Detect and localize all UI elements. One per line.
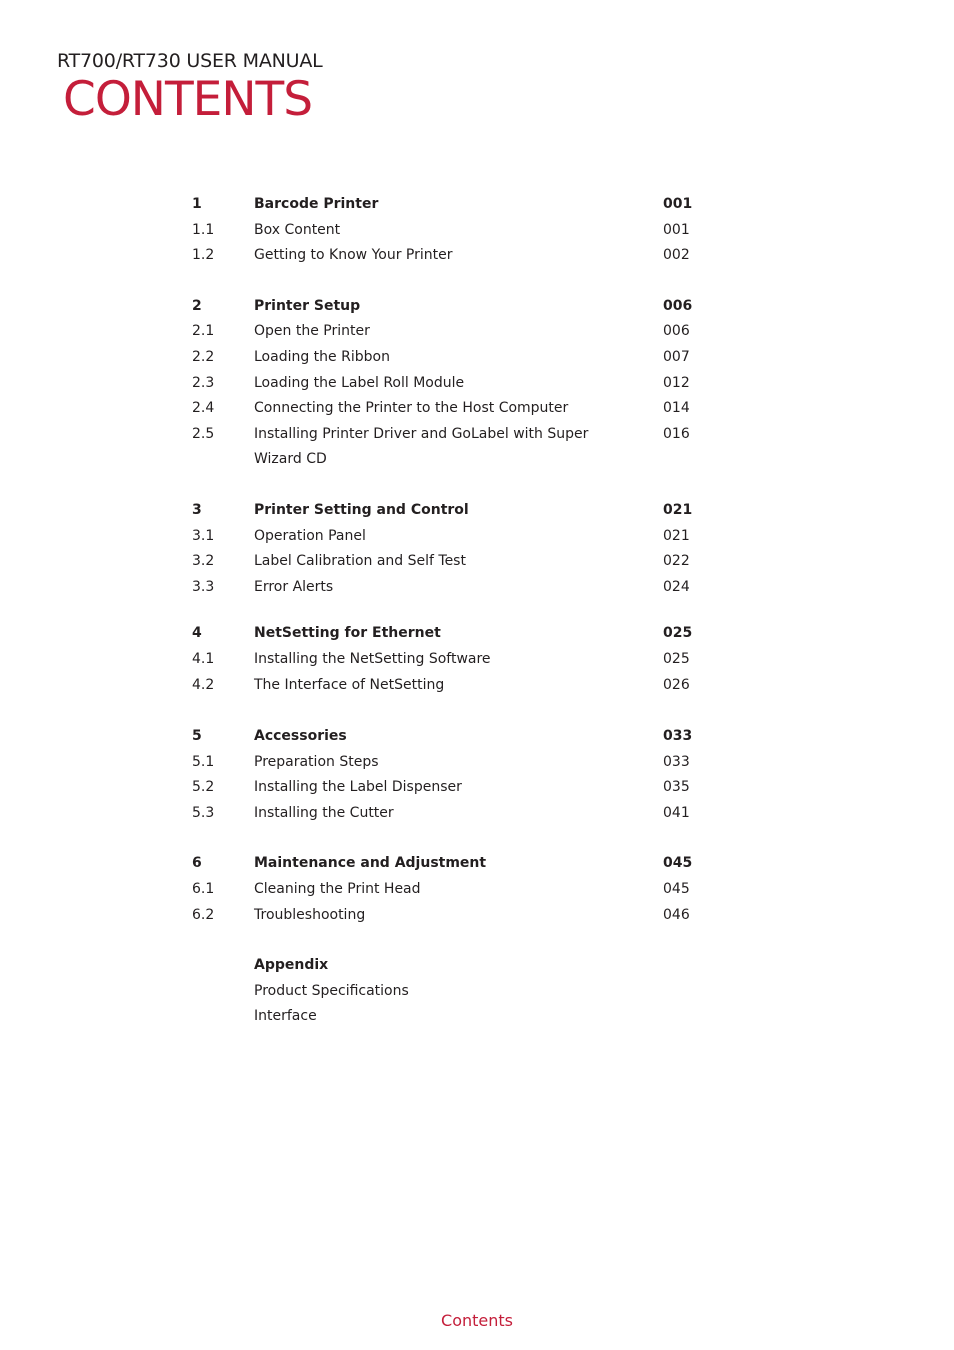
toc-entry-row[interactable] [192, 319, 702, 345]
chapter-title: Accessories [254, 728, 347, 745]
entry-number: 1.2 [192, 247, 215, 264]
chapter-number: 2 [192, 297, 202, 314]
chapter-title: Barcode Printer [254, 196, 379, 212]
entry-title: Installing Printer Driver and GoLabel with Super Wizard CD [254, 425, 589, 468]
entry-number: 4.1 [192, 650, 215, 667]
entry-page: 026 [663, 676, 690, 693]
chapter-number: 4 [192, 625, 202, 642]
toc-entry-row[interactable] [192, 218, 702, 244]
toc-entry-row[interactable] [192, 422, 702, 473]
entry-number: 3.2 [192, 553, 215, 570]
toc-chapter-row[interactable] [192, 192, 702, 218]
entry-title: Installing the Cutter [254, 804, 394, 821]
entry-title: Interface [254, 1008, 317, 1025]
entry-page: 001 [663, 221, 690, 238]
entry-title: Open the Printer [254, 323, 370, 340]
toc-entry-row[interactable] [192, 524, 702, 550]
toc-entry-row[interactable] [192, 549, 702, 575]
entry-number: 6.1 [192, 881, 215, 898]
toc-chapter-row[interactable] [192, 294, 702, 320]
entry-page: 007 [663, 348, 690, 365]
entry-title: Getting to Know Your Printer [254, 247, 453, 264]
entry-page: 033 [663, 753, 690, 770]
doc-subtitle: RT700/RT730 USER MANUAL [57, 50, 323, 72]
toc-section-4 [192, 621, 702, 698]
toc-chapter-row[interactable] [192, 851, 702, 877]
entry-page: 016 [663, 425, 690, 442]
entry-title: Box Content [254, 221, 341, 238]
chapter-page: 033 [663, 728, 693, 745]
chapter-title: Maintenance and Adjustment [254, 855, 487, 872]
entry-title: Product Specifications [254, 982, 409, 999]
chapter-page: 006 [663, 297, 693, 314]
entry-number: 5.1 [192, 753, 215, 770]
entry-number: 2.5 [192, 425, 215, 442]
entry-title: Loading the Ribbon [254, 348, 390, 365]
toc-chapter-row[interactable] [192, 498, 702, 524]
toc-entry-row[interactable] [192, 243, 702, 269]
chapter-page: 025 [663, 625, 693, 642]
entry-page: 045 [663, 881, 690, 898]
toc-section-5 [192, 724, 702, 826]
entry-title: Installing the Label Dispenser [254, 779, 462, 796]
chapter-title: Printer Setup [254, 297, 361, 314]
entry-page: 035 [663, 779, 690, 796]
entry-number: 4.2 [192, 676, 215, 693]
entry-page: 006 [663, 323, 690, 340]
entry-number: 1.1 [192, 221, 215, 238]
toc-entry-row[interactable] [192, 1004, 702, 1030]
toc-chapter-row[interactable] [192, 621, 702, 647]
toc-entry-row[interactable] [192, 775, 702, 801]
chapter-number: 3 [192, 501, 202, 518]
entry-page: 022 [663, 553, 690, 570]
entry-number: 3.1 [192, 527, 215, 544]
entry-page: 025 [663, 650, 690, 667]
chapter-page: 045 [663, 855, 693, 872]
chapter-title: NetSetting for Ethernet [254, 625, 441, 642]
entry-number: 5.2 [192, 779, 215, 796]
entry-number: 2.4 [192, 400, 215, 417]
chapter-page: 021 [663, 501, 693, 518]
toc-entry-row[interactable] [192, 877, 702, 903]
entry-page: 041 [663, 804, 690, 821]
entry-title: Cleaning the Print Head [254, 881, 421, 898]
toc-chapter-row[interactable] [192, 953, 702, 979]
entry-title: Troubleshooting [254, 906, 366, 923]
toc-entry-row[interactable] [192, 345, 702, 371]
chapter-title: Appendix [254, 957, 329, 974]
entry-title: Label Calibration and Self Test [254, 553, 466, 570]
entry-title: Connecting the Printer to the Host Computer [254, 400, 569, 417]
chapter-page: 001 [663, 196, 693, 212]
entry-title: Loading the Label Roll Module [254, 374, 465, 391]
chapter-number: 6 [192, 855, 202, 872]
chapter-title: Printer Setting and Control [254, 501, 469, 518]
entry-number: 2.2 [192, 348, 215, 365]
page-title: CONTENTS [63, 72, 313, 127]
entry-page: 012 [663, 374, 690, 391]
entry-page: 046 [663, 906, 690, 923]
entry-number: 2.3 [192, 374, 215, 391]
toc-entry-row[interactable] [192, 673, 702, 699]
toc-entry-row[interactable] [192, 979, 702, 1005]
entry-title: Preparation Steps [254, 753, 379, 770]
toc-section-appendix [192, 953, 702, 1030]
entry-number: 2.1 [192, 323, 215, 340]
entry-title: Installing the NetSetting Software [254, 650, 491, 667]
entry-page: 021 [663, 527, 690, 544]
entry-page: 014 [663, 400, 690, 417]
entry-number: 3.3 [192, 578, 215, 595]
toc-section-2 [192, 294, 702, 473]
toc-section-1 [192, 192, 702, 269]
toc-section-3 [192, 498, 702, 600]
entry-page: 024 [663, 578, 690, 595]
toc-entry-row[interactable] [192, 575, 702, 601]
toc-entry-row[interactable] [192, 396, 702, 422]
entry-number: 6.2 [192, 906, 215, 923]
toc-entry-row[interactable] [192, 371, 702, 397]
toc-section-6 [192, 851, 702, 928]
toc-entry-row[interactable] [192, 903, 702, 929]
entry-title: Operation Panel [254, 527, 366, 544]
page-footer: Contents [441, 1311, 513, 1330]
entry-title: Error Alerts [254, 578, 334, 595]
toc-entry-row[interactable] [192, 801, 702, 827]
table-of-contents [192, 192, 702, 1055]
toc-entry-row[interactable] [192, 750, 702, 776]
entry-title: The Interface of NetSetting [254, 676, 445, 693]
chapter-number: 1 [192, 196, 202, 212]
entry-number: 5.3 [192, 804, 215, 821]
toc-entry-row[interactable] [192, 647, 702, 673]
entry-page: 002 [663, 247, 690, 264]
chapter-number: 5 [192, 728, 202, 745]
toc-chapter-row[interactable] [192, 724, 702, 750]
